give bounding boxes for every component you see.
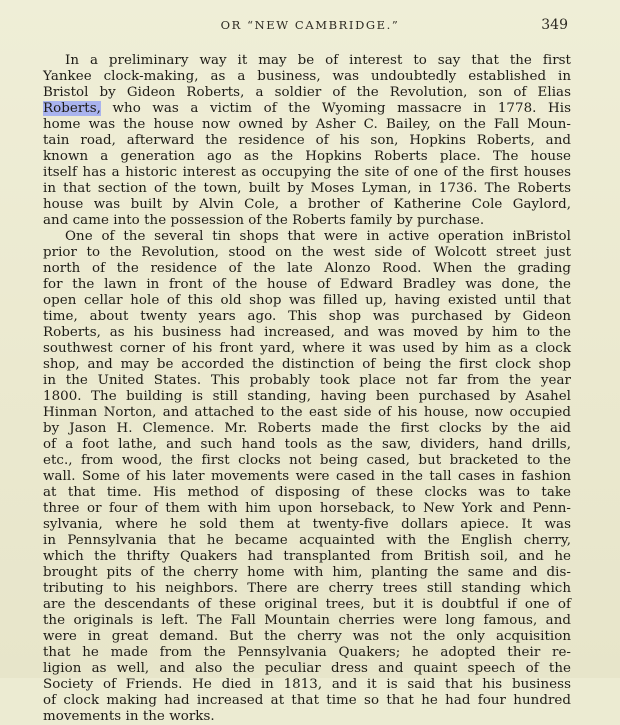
text-line: Roberts, as his business had increased, and was moved by him to the	[43, 325, 571, 340]
text-line: the originals is left. The Fall Mountain cherries were long famous, and	[43, 613, 571, 628]
running-head	[0, 18, 620, 38]
text-line: Yankee clock-making, as a business, was undoubtedly established in	[43, 69, 571, 84]
text-line: Society of Friends. He died in 1813, and it is said that his business	[43, 677, 571, 692]
text-line: north of the residence of the late Alonzo Rood. When the grading	[43, 261, 571, 276]
text-line: brought pits of the cherry home with him, planting the same and dis-	[43, 565, 571, 580]
text-line: were in great demand. But the cherry was not the only acquisition	[43, 629, 571, 644]
text-line: tain road, afterward the residence of his son, Hopkins Roberts, and	[43, 133, 571, 148]
text-line: in Pennsylvania that he became acquainted with the English cherry,	[43, 533, 571, 548]
page-number: 349	[541, 17, 568, 33]
text-line: Bristol by Gideon Roberts, a soldier of the Revolution, son of Elias	[43, 85, 571, 100]
text-line: are the descendants of these original trees, but it is doubtful if one of	[43, 597, 571, 612]
text-line: three or four of them with him upon horseback, to New York and Penn-	[43, 501, 571, 516]
text-line: One of the several tin shops that were in active operation inBristol	[65, 229, 571, 244]
text-line: known a generation ago as the Hopkins Roberts place. The house	[43, 149, 571, 164]
text-line: in the United States. This probably took place not far from the year	[43, 373, 571, 388]
text-line: etc., from wood, the first clocks not being cased, but bracketed to the	[43, 453, 571, 468]
text-line: by Jason H. Clemence. Mr. Roberts made the first clocks by the aid	[43, 421, 571, 436]
text-line: which the thrifty Quakers had transplanted from British soil, and he	[43, 549, 571, 564]
text-line: prior to the Revolution, stood on the west side of Wolcott street just	[43, 245, 571, 260]
text-line: movements in the works.	[43, 709, 215, 724]
text-line-rest: who was a victim of the Wyoming massacre in 1778. His	[100, 101, 571, 116]
text-line: at that time. His method of disposing of these clocks was to take	[43, 485, 571, 500]
text-line: itself has a historic interest as occupying the site of one of the first houses	[43, 165, 571, 180]
text-line: tributing to his neighbors. There are cherry trees still standing which	[43, 581, 571, 596]
text-line: home was the house now owned by Asher C. Bailey, on the Fall Moun-	[43, 117, 571, 132]
text-line: for the lawn in front of the house of Edward Bradley was done, the	[43, 277, 571, 292]
text-line: house was built by Alvin Cole, a brother of Katherine Cole Gaylord,	[43, 197, 571, 212]
text-line: 1800. The building is still standing, having been purchased by Asahel	[43, 389, 571, 404]
text-line: in that section of the town, built by Moses Lyman, in 1736. The Roberts	[43, 181, 571, 196]
text-line: of a foot lathe, and such hand tools as the saw, dividers, hand drills,	[43, 437, 571, 452]
text-line: shop, and may be accorded the distinction of being the first clock shop	[43, 357, 571, 372]
running-title: OR “NEW CAMBRIDGE.”	[220, 18, 400, 32]
text-line: that he made from the Pennsylvania Quakers; he adopted their re-	[43, 645, 571, 660]
text-line: In a preliminary way it may be of interest to say that the first	[65, 53, 571, 68]
text-line: open cellar hole of this old shop was filled up, having existed until that	[43, 293, 571, 308]
text-line: time, about twenty years ago. This shop was purchased by Gideon	[43, 309, 571, 324]
body-text	[43, 53, 571, 725]
text-line: ligion as well, and also the peculiar dress and quaint speech of the	[43, 661, 571, 676]
text-line: wall. Some of his later movements were cased in the tall cases in fashion	[43, 469, 571, 484]
text-line	[43, 101, 571, 117]
text-line: sylvania, where he sold them at twenty-five dollars apiece. It was	[43, 517, 571, 532]
highlighted-word[interactable]: Roberts,	[43, 101, 101, 116]
text-line: Hinman Norton, and attached to the east side of his house, now occupied	[43, 405, 571, 420]
text-line: and came into the possession of the Roberts family by purchase.	[43, 213, 485, 228]
text-line: of clock making had increased at that time so that he had four hundred	[43, 693, 571, 708]
text-line: southwest corner of his front yard, where it was used by him as a clock	[43, 341, 571, 356]
